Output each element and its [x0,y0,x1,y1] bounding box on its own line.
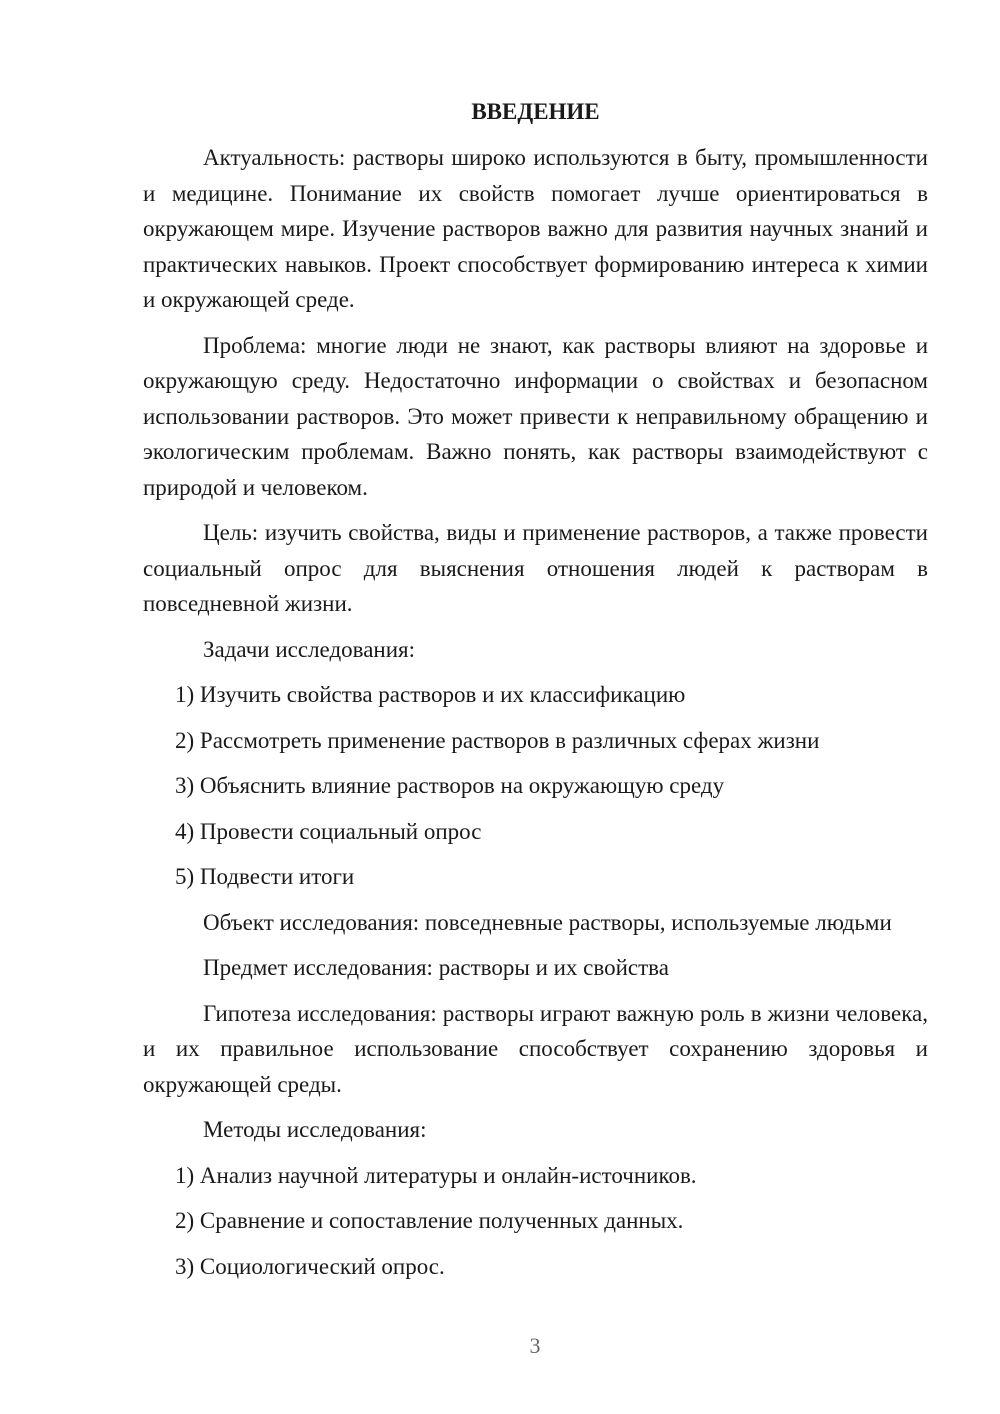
task-item: 2) Рассмотреть применение растворов в различных сферах жизни [175,727,820,753]
task-item: 3) Объяснить влияние растворов на окружающую среду [175,773,725,798]
task-item: 4) Провести социальный опрос [175,818,482,844]
method-item: 3) Социологический опрос. [175,1253,445,1279]
relevance-paragraph: Актуальность: растворы широко используются в быту, промышленности и медицине. Понимание их свойств помогает лучше ориентироваться в окружающем мире. Изучение растворов важно для развития научных знаний и практических навыков. Проект способствует формированию интереса к химии и окружающей среде. [143,145,928,312]
section-heading: ВВЕДЕНИЕ [471,99,600,124]
page-content [143,94,928,1294]
task-item: 1) Изучить свойства растворов и их классификацию [175,682,686,707]
methods-list [143,1158,928,1285]
goal-paragraph: Цель: изучить свойства, виды и применение растворов, а также провести социальный опрос для выяснения отношения людей к растворам в повседневной жизни. [143,520,928,616]
hypothesis-paragraph: Гипотеза исследования: растворы играют важную роль в жизни человека, и их правильное использование способствует сохранению здоровья и окружающей среды. [143,1000,928,1097]
problem-paragraph: Проблема: многие люди не знают, как растворы влияют на здоровье и окружающую среду. Недостаточно информации о свойствах и безопасном использовании растворов. Это может привести к неправильному обращению и экологическим проблемам. Важно понять, как растворы взаимодействуют с природой и человеком. [143,332,928,500]
subject-paragraph: Предмет исследования: растворы и их свойства [203,955,669,980]
task-item: 5) Подвести итоги [175,864,355,889]
tasks-label: Задачи исследования: [203,636,416,662]
tasks-list [143,677,928,895]
page-number: 3 [529,1333,541,1358]
object-paragraph: Объект исследования: повседневные растворы, используемые людьми [203,909,892,935]
method-item: 2) Сравнение и сопоставление полученных данных. [175,1208,684,1233]
method-item: 1) Анализ научной литературы и онлайн-источников. [175,1162,697,1188]
methods-label: Методы исследования: [203,1117,427,1142]
